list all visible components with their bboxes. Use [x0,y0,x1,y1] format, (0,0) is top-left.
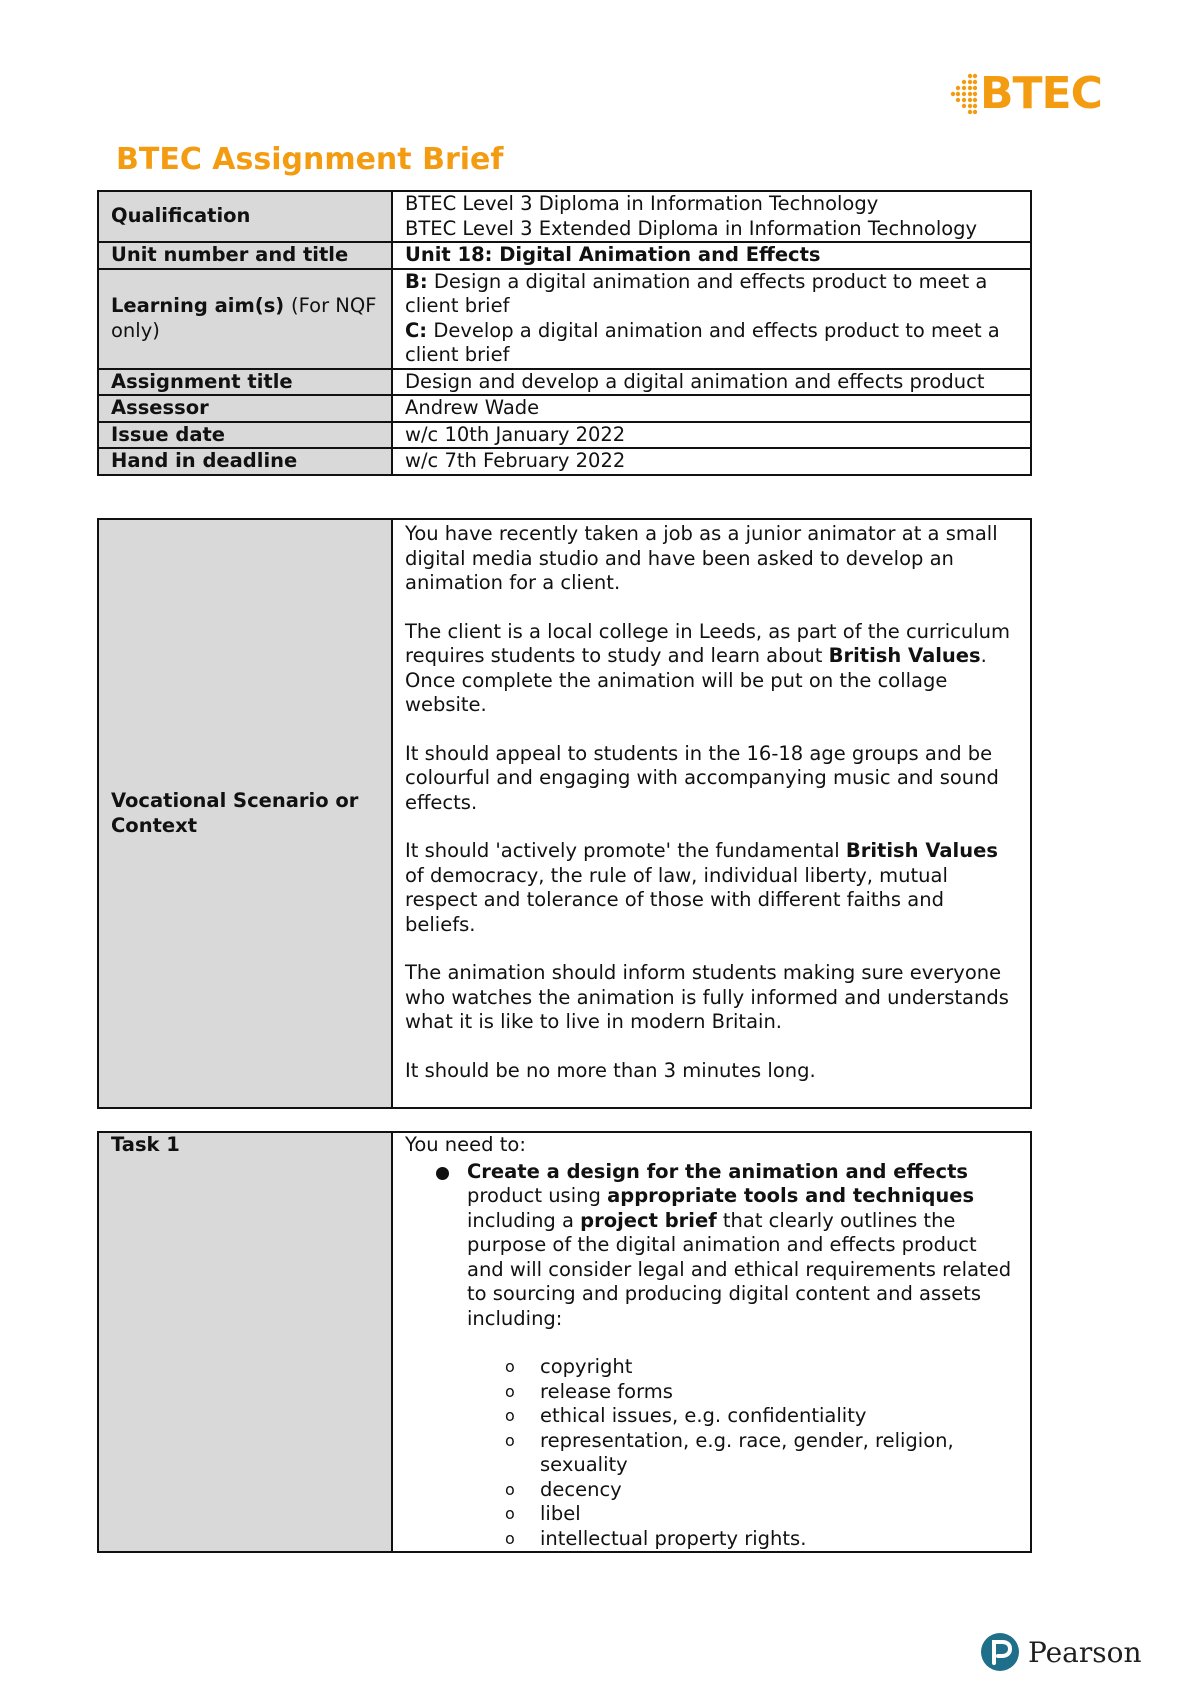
list-item: o release forms [540,1380,1018,1405]
deadline-label: Hand in deadline [98,448,392,475]
learning-aim-b [405,270,1018,319]
qualification-label: Qualification [98,191,392,242]
unit-label: Unit number and title [98,242,392,269]
unit-row [98,242,1031,269]
qualification-value [392,191,1031,242]
issue-date-label: Issue date [98,422,392,449]
task1-bullets [405,1160,1018,1552]
scenario-paragraph [405,839,1018,937]
assessor-label: Assessor [98,395,392,422]
emphasis-text: project brief [580,1208,717,1232]
task1-row [98,1132,1031,1552]
qualification-line: BTEC Level 3 Extended Diploma in Information Technology [405,216,978,240]
scenario-label: Vocational Scenario or Context [98,519,392,1108]
qualification-line: BTEC Level 3 Diploma in Information Technology [405,192,879,215]
assessor-row [98,395,1031,422]
btec-logo-text: BTEC [980,68,1102,119]
unit-value [392,242,1031,269]
page-title: BTEC Assignment Brief [116,142,504,177]
task1-content [392,1132,1031,1552]
aim-code: B: [405,269,428,293]
text-run: that clearly outlines the purpose of the digital animation and effects product and will consider legal and ethical requirements related to sourcing and producing digital content and assets including: [467,1208,1012,1330]
btec-logo [950,68,1102,119]
list-item: o intellectual property rights. [540,1527,1018,1552]
task1-subitems [467,1355,1018,1551]
issue-date-value: w/c 10th January 2022 [392,422,1031,449]
deadline-value: w/c 7th February 2022 [392,448,1031,475]
learning-aims-note: (For NQF only) [111,294,377,342]
assignment-title-value: Design and develop a digital animation and effects product [392,369,1031,396]
assessor-value: Andrew Wade [392,395,1031,422]
learning-aim-c [405,319,1018,368]
list-item [467,1160,1018,1552]
pearson-text: Pearson [1028,1635,1142,1669]
aim-code: C: [405,318,428,342]
learning-aims-value [392,269,1031,369]
text-run: of democracy, the rule of law, individual liberty, mutual respect and tolerance of those with different faiths and beliefs. [405,863,948,936]
learning-aims-label [98,269,392,369]
scenario-paragraph: It should be no more than 3 minutes long. [405,1058,816,1082]
emphasis-text: British Values [828,644,981,667]
list-item: o ethical issues, e.g. confidentiality [540,1404,1018,1429]
text-run: including a [467,1208,581,1232]
scenario-content [392,519,1031,1108]
emphasis-text: appropriate tools and techniques [607,1184,975,1207]
list-item: o representation, e.g. race, gender, religion, sexuality [540,1429,1018,1478]
scenario-table [97,518,1032,1109]
qualification-row [98,191,1031,242]
emphasis-text: Create a design for the animation and effects [467,1159,969,1183]
list-item: o libel [540,1502,1018,1527]
text-run: product using [467,1184,608,1207]
learning-aims-row [98,269,1031,369]
assignment-title-label: Assignment title [98,369,392,396]
list-item: o copyright [540,1355,1018,1380]
pearson-p-icon [980,1632,1020,1672]
scenario-paragraph: It should appeal to students in the 16-18 age groups and be colourful and engaging with accompanying music and sound effects. [405,741,999,814]
scenario-row [98,519,1031,1108]
task1-table [97,1131,1032,1553]
unit-title: Unit 18: Digital Animation and Effects [405,243,821,266]
emphasis-text: British Values [845,839,998,862]
task1-label: Task 1 [98,1132,392,1552]
details-table [97,190,1032,476]
text-run: . Once complete the animation will be put on the collage website. [405,644,987,716]
aim-text: Develop a digital animation and effects product to meet a client brief [405,318,1000,366]
pearson-logo [980,1632,1142,1672]
list-item: o decency [540,1478,1018,1503]
deadline-row [98,448,1031,475]
text-run: The client is a local college in Leeds, as part of the curriculum requires students to study and learn about [405,619,1010,667]
text-run: It should 'actively promote' the fundamental [405,839,846,862]
aim-text: Design a digital animation and effects product to meet a client brief [405,269,988,317]
assignment-title-row [98,369,1031,396]
task1-intro: You need to: [405,1133,526,1156]
scenario-paragraph: The animation should inform students making sure everyone who watches the animation is fully informed and understands what it is like to live in modern Britain. [405,961,1009,1033]
issue-date-row [98,422,1031,449]
scenario-paragraph [405,620,1018,718]
btec-dots-icon [950,72,978,116]
scenario-paragraph: You have recently taken a job as a junior animator at a small digital media studio and have been asked to develop an animation for a client. [405,522,998,594]
learning-aims-label-text: Learning aim(s) [111,294,285,317]
